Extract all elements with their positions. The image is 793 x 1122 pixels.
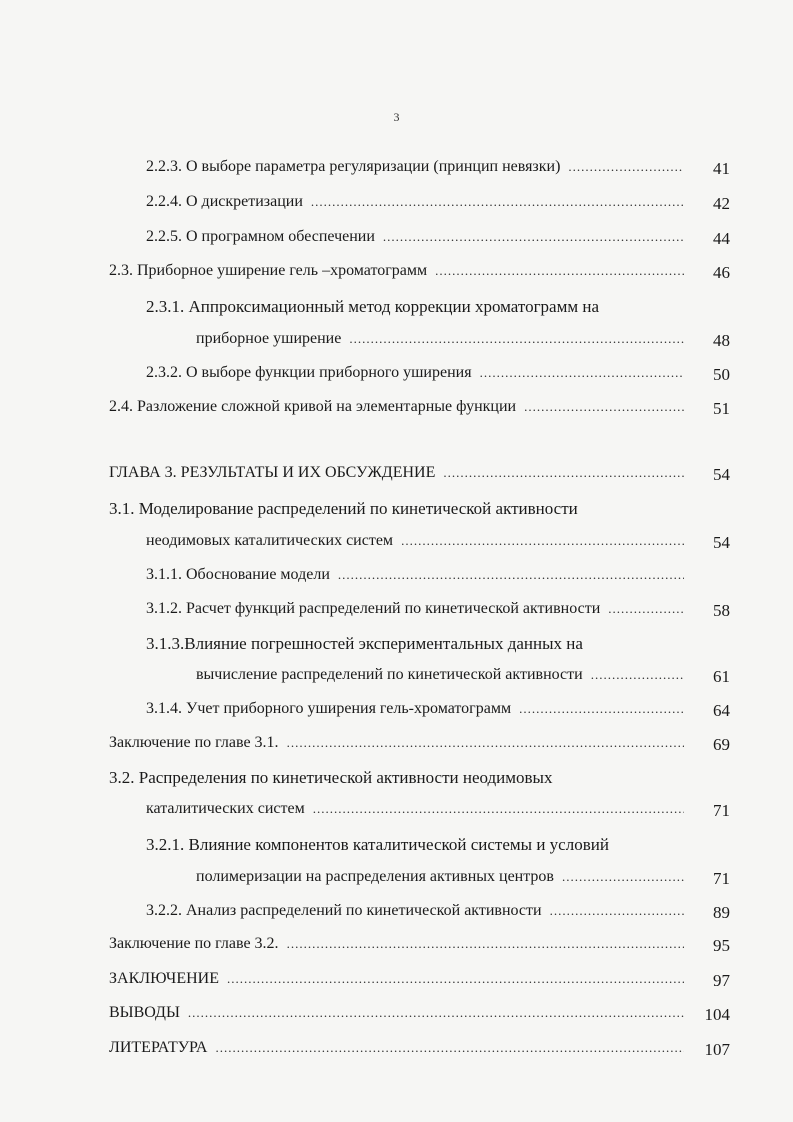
toc-leader-dots [550,903,684,919]
toc-entry-page: 54 [713,533,730,552]
toc-entry-title-cont: каталитических систем [146,800,305,817]
toc-entry [109,1039,690,1057]
toc-entry [146,158,690,176]
toc-entry-title: 3.2.2. Анализ распределений по кинетической активности [146,902,542,919]
toc-leader-dots [287,936,684,952]
toc-entry [146,800,690,818]
toc-entry-page: 95 [713,936,730,955]
toc-entry-page: 42 [713,194,730,213]
toc-entry-title: 3.1.4. Учет приборного уширения гель-хроматограмм [146,700,512,717]
toc-entry-page: 48 [713,331,730,350]
toc-entry-title: 3.1.2. Расчет функций распределений по кинетической активности [146,600,601,617]
toc-leader-dots [562,869,684,885]
toc-leader-dots [313,801,684,817]
toc-entry-title-cont: неодимовых каталитических систем [146,532,394,549]
toc-leader-dots [519,701,684,717]
toc-entry-title: 2.2.3. О выборе параметра регуляризации (принцип невязки) [146,158,561,175]
toc-leader-dots [215,1040,684,1056]
toc-leader-dots [383,229,684,245]
toc-leader-dots [349,331,684,347]
toc-entry-title-cont: приборное уширение [196,330,342,347]
toc-entry [146,902,690,920]
toc-entry-page: 41 [713,159,730,178]
toc-entry-page: 97 [713,971,730,990]
toc-entry-title: 2.4. Разложение сложной кривой на элементарные функции [109,398,517,415]
toc-entry-title: Заключение по главе 3.2. [109,935,279,952]
toc-entry [146,700,690,718]
toc-leader-dots [568,159,684,175]
toc-leader-dots [524,399,684,415]
toc-entry-title-cont: полимеризации на распределения активных центров [196,868,554,885]
toc-entry-title: 2.2.4. О дискретизации [146,193,303,210]
toc-entry [109,970,690,988]
toc-entry [146,566,690,584]
toc-leader-dots [435,263,684,279]
toc-entry-title: ЛИТЕРАТУРА [109,1039,208,1056]
toc-entry-page: 51 [713,399,730,418]
toc-entry [109,935,690,953]
toc-entry [146,364,690,382]
toc-entry-title: 3.2. Распределения по кинетической активности неодимовых [109,768,553,787]
toc-entry-page: 50 [713,365,730,384]
toc-entry-title-cont: вычисление распределений по кинетической активности [196,666,583,683]
toc-entry [109,1004,690,1022]
toc-leader-dots [188,1005,684,1021]
page-number: 3 [393,110,400,124]
toc-entry-title: 2.2.5. О програмном обеспечении [146,228,375,245]
toc-leader-dots [591,667,684,683]
toc-entry-title: ЗАКЛЮЧЕНИЕ [109,970,219,987]
toc-leader-dots [311,194,684,210]
toc-entry-title: 3.1.3.Влияние погрешностей экспериментальных данных на [146,634,583,653]
toc-entry-page: 54 [713,465,730,484]
toc-entry-title: ВЫВОДЫ [109,1004,180,1021]
toc-entry-page: 89 [713,903,730,922]
toc-entry-page: 61 [713,667,730,686]
toc-entry [196,868,690,886]
toc-entry-title: ГЛАВА 3. РЕЗУЛЬТАТЫ И ИХ ОБСУЖДЕНИЕ [109,464,436,481]
toc-entry-title: 2.3.2. О выборе функции приборного уширения [146,364,472,381]
toc-entry-page: 71 [713,801,730,820]
toc-entry [146,532,690,550]
toc-entry-title: Заключение по главе 3.1. [109,734,279,751]
toc-entry-title: 2.3. Приборное уширение гель –хроматограмм [109,262,428,279]
toc-leader-dots [227,971,684,987]
toc-entry-title: 3.1.1. Обоснование модели [146,566,330,583]
toc-leader-dots [480,365,684,381]
toc-entry [146,600,690,618]
toc-entry [146,228,690,246]
toc-entry-page: 58 [713,601,730,620]
toc-leader-dots [287,735,684,751]
toc-entry-page: 107 [704,1040,730,1059]
toc-entry [196,330,690,348]
toc-entry-page: 64 [713,701,730,720]
toc-leader-dots [401,533,684,549]
toc-entry [109,734,690,752]
toc-entry-page: 44 [713,229,730,248]
toc-entry-title: 2.3.1. Аппроксимационный метод коррекции хроматограмм на [146,297,600,316]
toc-entry-page: 71 [713,869,730,888]
toc-entry-title: 3.1. Моделирование распределений по кинетической активности [109,499,578,518]
toc-leader-dots [608,601,684,617]
toc-leader-dots [443,465,684,481]
toc-entry [109,398,690,416]
toc-leader-dots [338,567,684,583]
toc-entry-title: 3.2.1. Влияние компонентов каталитической системы и условий [146,835,609,854]
toc-entry [196,666,690,684]
toc-entry-page: 69 [713,735,730,754]
toc-entry-page: 104 [704,1005,730,1024]
toc-entry-chapter [109,464,690,482]
toc-entry-page: 46 [713,263,730,282]
toc-entry [146,193,690,211]
toc-entry [109,262,690,280]
